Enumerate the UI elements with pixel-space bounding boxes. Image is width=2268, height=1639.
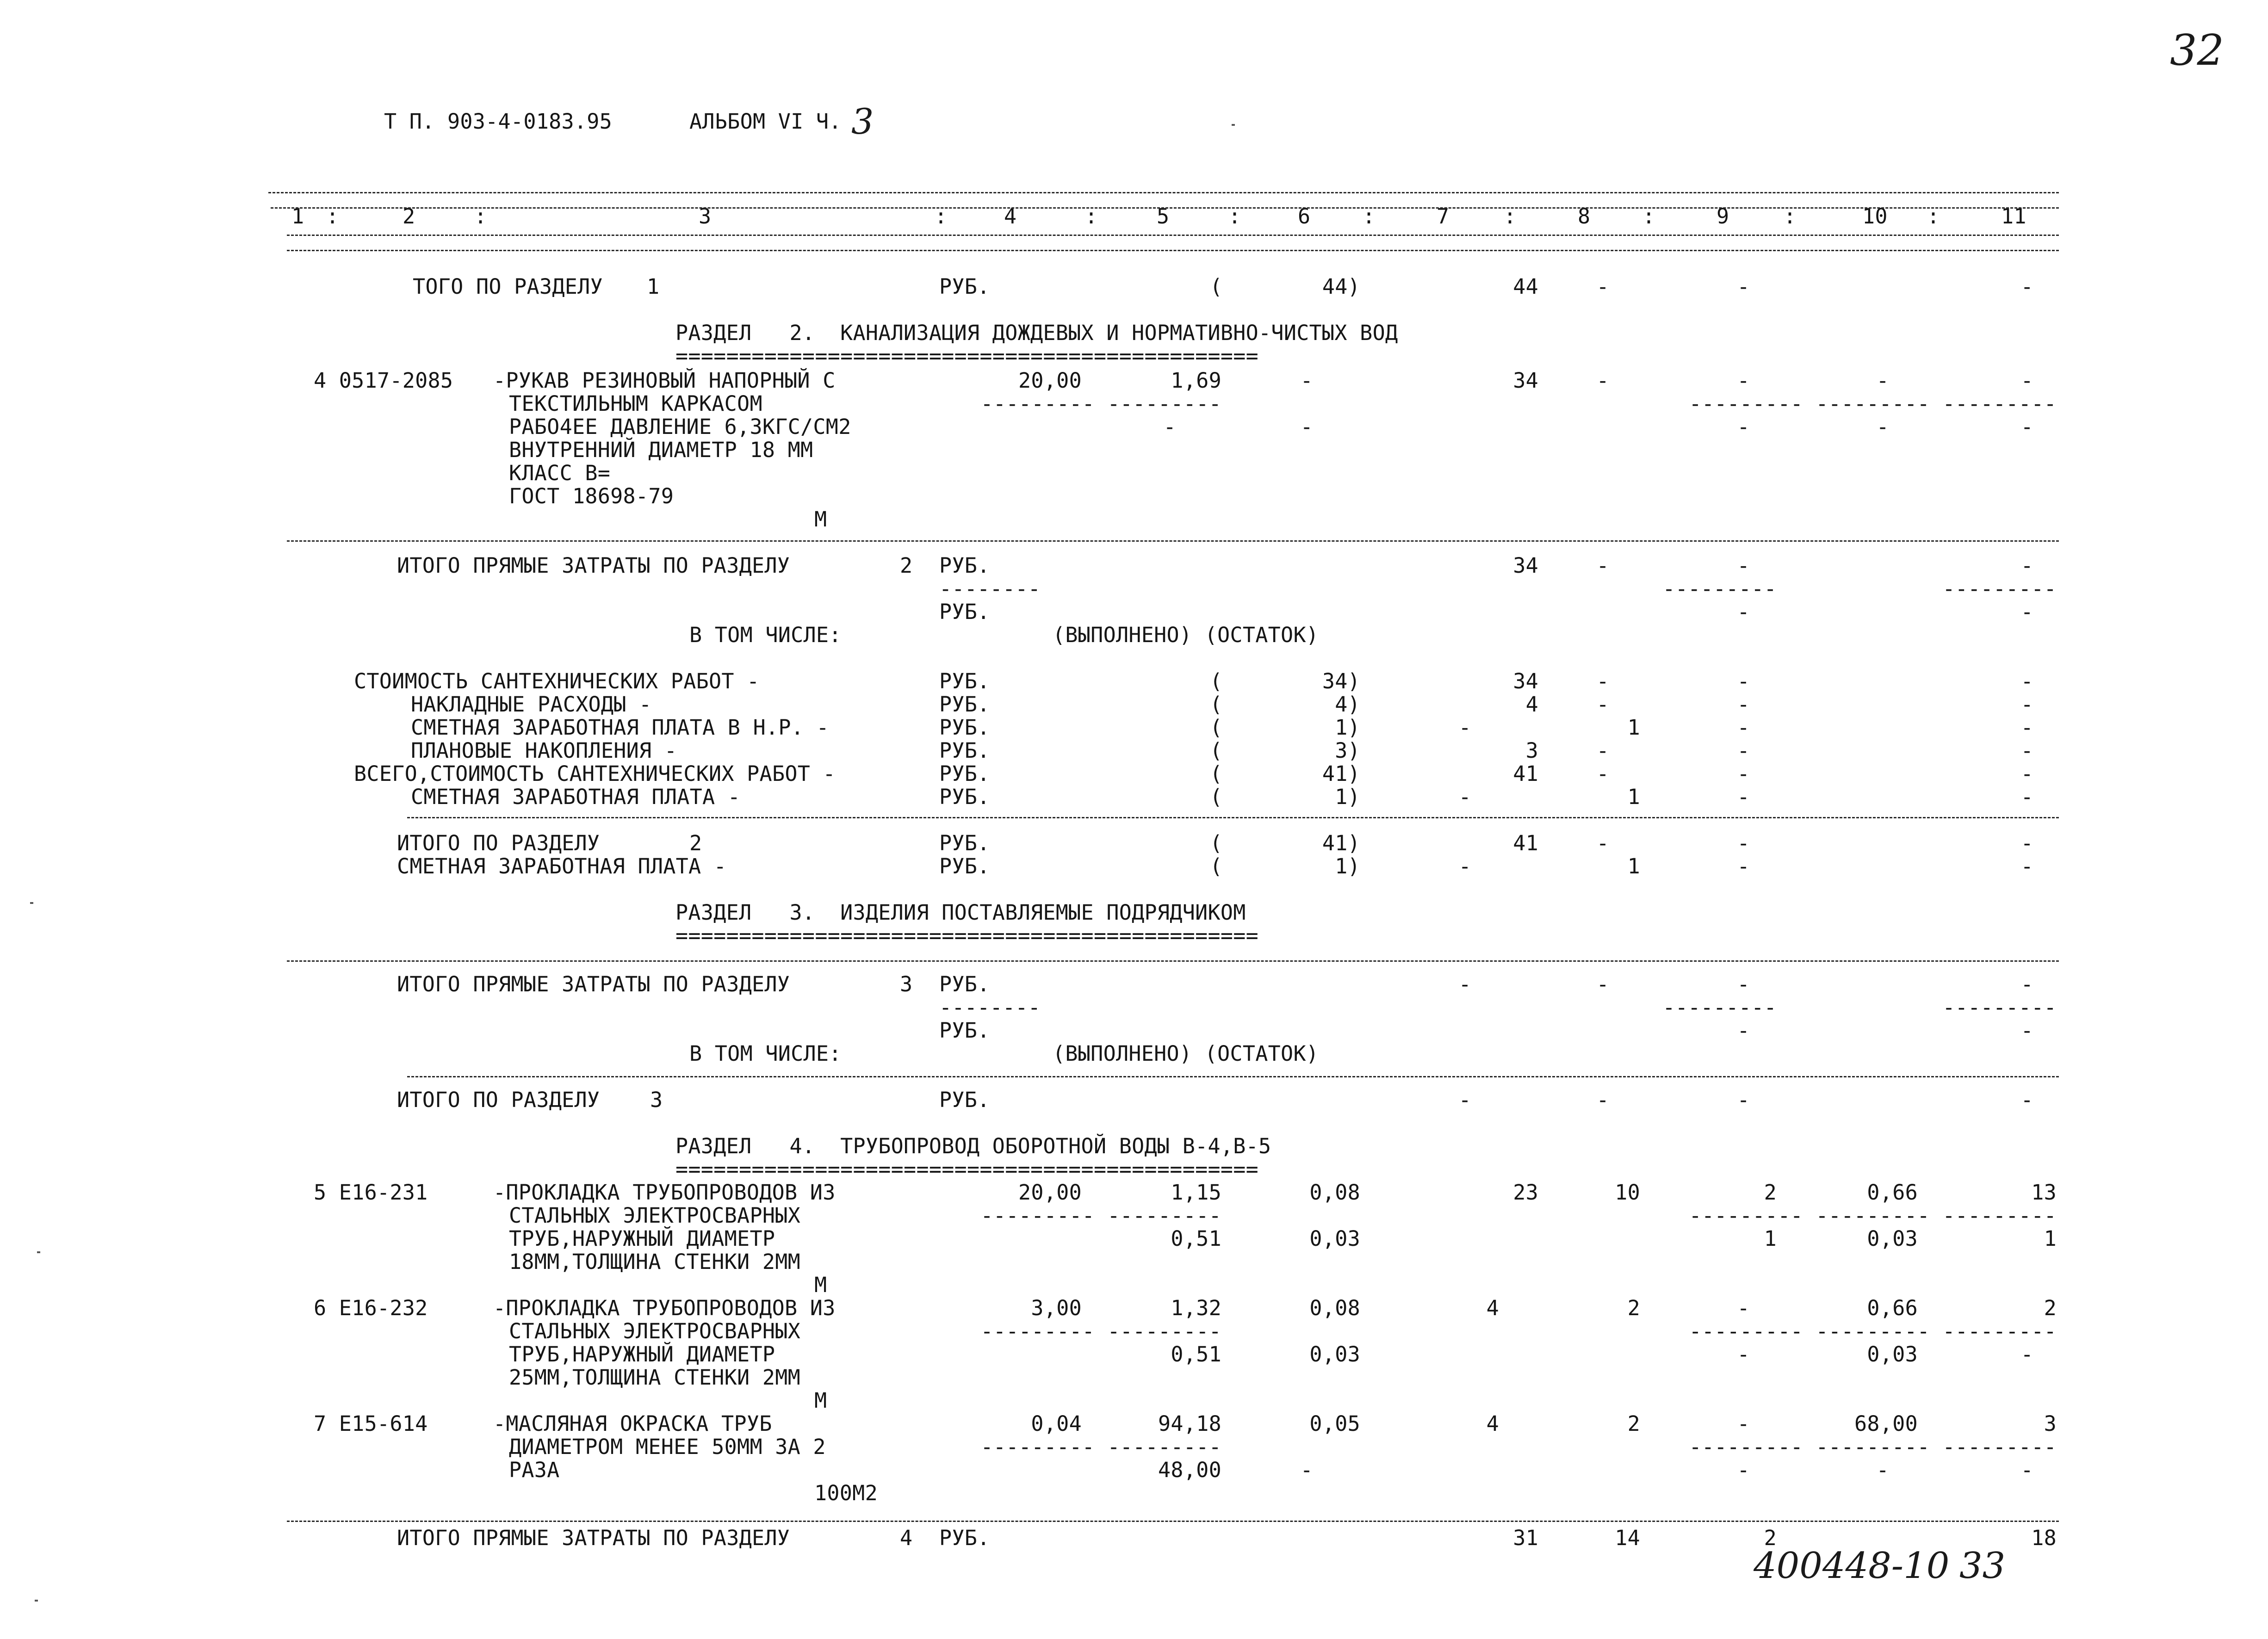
table-cell: - <box>2020 274 2033 299</box>
table-cell: 0,04 <box>1031 1411 1082 1436</box>
table-cell: -ПРОКЛАДКА ТРУБОПРОВОДОВ ИЗ <box>493 1180 836 1205</box>
table-cell: --------- <box>1942 995 2057 1020</box>
table-cell: ИТОГО ПРЯМЫЕ ЗАТРАТЫ ПО РАЗДЕЛУ <box>397 972 790 996</box>
table-cell: РАБО4ЕЕ ДАВЛЕНИЕ 6,3КГС/СМ2 <box>509 414 851 439</box>
table-cell: --------- --------- <box>980 391 1221 416</box>
table-cell: - <box>1737 1088 1750 1112</box>
table-cell: ============================================== <box>675 1157 1259 1181</box>
table-cell: - <box>1458 1088 1471 1112</box>
table-cell: - <box>1458 785 1471 809</box>
table-cell: 5 Е16-231 <box>314 1180 428 1205</box>
table-cell: 41 <box>1513 761 1538 786</box>
table-cell: --------- <box>1662 576 1777 601</box>
table-cell: В ТОМ ЧИСЛЕ: <box>689 623 842 647</box>
table-cell: 0,51 <box>1171 1226 1221 1251</box>
table-cell: 3 <box>650 1088 663 1112</box>
column-separator: : <box>1784 204 1797 229</box>
table-cell: 4 <box>1525 692 1538 717</box>
table-cell: - <box>1737 600 1750 624</box>
table-cell: ТРУБ,НАРУЖНЫЙ ДИАМЕТР <box>509 1226 775 1251</box>
table-cell: 18ММ,ТОЛЩИНА СТЕНКИ 2ММ <box>509 1249 801 1274</box>
table-cell: 25ММ,ТОЛЩИНА СТЕНКИ 2ММ <box>509 1365 801 1390</box>
table-cell: РАЗА <box>509 1458 560 1482</box>
column-number: 2 <box>403 204 415 229</box>
table-cell: - <box>1737 831 1750 855</box>
table-cell: --------- --------- --------- <box>1689 1203 2057 1228</box>
table-cell: 1,15 <box>1171 1180 1221 1205</box>
column-number: 6 <box>1298 204 1311 229</box>
column-separator: : <box>935 204 948 229</box>
column-number: 1 <box>291 204 304 229</box>
table-cell: ============================================== <box>675 344 1259 368</box>
column-separator: : <box>1642 204 1655 229</box>
table-cell: 4) <box>1335 692 1360 717</box>
table-cell: --------- --------- <box>980 1203 1221 1228</box>
table-cell: 0,03 <box>1309 1342 1360 1367</box>
table-cell: ( <box>1210 785 1223 809</box>
table-cell: - <box>2020 553 2033 578</box>
table-cell: 41 <box>1513 831 1538 855</box>
table-rule <box>287 540 2059 542</box>
table-cell: - <box>1737 1018 1750 1043</box>
table-cell: -------- <box>939 576 1041 601</box>
table-cell: ДИАМЕТРОМ МЕНЕЕ 50ММ ЗА 2 <box>509 1435 826 1459</box>
table-rule <box>407 817 2059 818</box>
column-number: 5 <box>1157 204 1170 229</box>
table-cell: 1 <box>1627 785 1640 809</box>
table-cell: В ТОМ ЧИСЛЕ: <box>689 1041 842 1066</box>
table-cell: РУБ. <box>939 1088 990 1112</box>
table-cell: СМЕТНАЯ ЗАРАБОТНАЯ ПЛАТА - <box>397 854 727 878</box>
table-cell: - <box>1596 553 1609 578</box>
table-cell: - <box>1596 761 1609 786</box>
table-cell: 1,69 <box>1171 368 1221 393</box>
table-cell: - <box>1737 1458 1750 1482</box>
table-cell: 10 <box>1615 1180 1640 1205</box>
table-rule <box>287 235 2059 236</box>
table-cell: 2 <box>900 553 913 578</box>
table-cell: 7 Е15-614 <box>314 1411 428 1436</box>
table-cell: - <box>1737 785 1750 809</box>
table-cell: 3 <box>1525 738 1538 763</box>
table-cell: 20,00 <box>1018 1180 1082 1205</box>
table-cell: - <box>2020 738 2033 763</box>
table-cell: 2 <box>1627 1296 1640 1320</box>
table-cell: 44) <box>1322 274 1360 299</box>
table-cell: - <box>1737 738 1750 763</box>
table-cell: 1,32 <box>1171 1296 1221 1320</box>
table-cell: РАЗДЕЛ 4. ТРУБОПРОВОД ОБОРОТНОЙ ВОДЫ В-4,В-5 <box>675 1134 1271 1158</box>
table-cell: - <box>1737 1296 1750 1320</box>
column-separator: : <box>1363 204 1376 229</box>
table-cell: - <box>1596 274 1609 299</box>
table-cell: --------- --------- --------- <box>1689 1435 2057 1459</box>
table-cell: - <box>1737 972 1750 996</box>
table-cell: 3 <box>900 972 913 996</box>
table-rule <box>287 1521 2059 1522</box>
table-cell: 2 <box>1627 1411 1640 1436</box>
table-cell: 18 <box>2031 1526 2057 1550</box>
table-cell: РУБ. <box>939 785 990 809</box>
table-cell: - <box>2020 1458 2033 1482</box>
table-cell: РУБ. <box>939 274 990 299</box>
table-cell: (ВЫПОЛНЕНО) (ОСТАТОК) <box>1053 1041 1319 1066</box>
table-cell: РУБ. <box>939 600 990 624</box>
table-cell: --------- <box>1942 576 2057 601</box>
column-separator: : <box>1927 204 1940 229</box>
table-cell: 0,66 <box>1867 1296 1918 1320</box>
table-cell: ИТОГО ПРЯМЫЕ ЗАТРАТЫ ПО РАЗДЕЛУ <box>397 553 790 578</box>
table-cell: 6 Е16-232 <box>314 1296 428 1320</box>
table-cell: 0,51 <box>1171 1342 1221 1367</box>
table-cell: 34) <box>1322 669 1360 693</box>
table-cell: 23 <box>1513 1180 1538 1205</box>
table-cell: 41) <box>1322 761 1360 786</box>
table-cell: ПЛАНОВЫЕ НАКОПЛЕНИЯ - <box>411 738 677 763</box>
table-cell: ( <box>1210 738 1223 763</box>
table-cell: 68,00 <box>1854 1411 1918 1436</box>
column-separator: : <box>1228 204 1241 229</box>
table-cell: М <box>814 1273 827 1297</box>
table-cell: 0,66 <box>1867 1180 1918 1205</box>
table-cell: ИТОГО ПРЯМЫЕ ЗАТРАТЫ ПО РАЗДЕЛУ <box>397 1526 790 1550</box>
album-part-handwritten: 3 <box>851 101 874 142</box>
table-cell: 41) <box>1322 831 1360 855</box>
table-cell: 3) <box>1335 738 1360 763</box>
table-cell: ВНУТРЕННИЙ ДИАМЕТР 18 ММ <box>509 438 813 462</box>
table-cell: - <box>2020 1088 2033 1112</box>
table-cell: СМЕТНАЯ ЗАРАБОТНАЯ ПЛАТА - <box>411 785 741 809</box>
table-cell: ============================================== <box>675 923 1259 948</box>
table-cell: ( <box>1210 854 1223 878</box>
table-cell: РУБ. <box>939 692 990 717</box>
document-code: Т П. 903-4-0183.95 <box>384 109 613 134</box>
scan-mark <box>1232 124 1235 126</box>
table-cell: 94,18 <box>1158 1411 1221 1436</box>
table-cell: - <box>1737 368 1750 393</box>
album-label: АЛЬБОМ VI Ч. <box>689 109 842 134</box>
table-cell: 0,03 <box>1867 1342 1918 1367</box>
table-cell: - <box>1737 414 1750 439</box>
table-cell: 4 0517-2085 <box>314 368 453 393</box>
table-cell: - <box>1737 761 1750 786</box>
table-cell: - <box>1300 1458 1313 1482</box>
table-cell: 2 <box>1764 1526 1777 1550</box>
table-cell: 14 <box>1615 1526 1640 1550</box>
table-cell: - <box>1737 692 1750 717</box>
column-separator: : <box>1504 204 1517 229</box>
table-cell: ВСЕГО,СТОИМОСТЬ САНТЕХНИЧЕСКИХ РАБОТ - <box>354 761 836 786</box>
table-cell: - <box>1596 669 1609 693</box>
table-rule <box>287 250 2059 251</box>
table-cell: 20,00 <box>1018 368 1082 393</box>
table-cell: 34 <box>1513 553 1538 578</box>
table-cell: ( <box>1210 669 1223 693</box>
table-cell: М <box>814 1388 827 1413</box>
table-cell: РУБ. <box>939 831 990 855</box>
table-cell: - <box>2020 1018 2033 1043</box>
table-cell: СМЕТНАЯ ЗАРАБОТНАЯ ПЛАТА В Н.Р. - <box>411 715 829 740</box>
table-cell: 4 <box>1486 1296 1499 1320</box>
table-cell: РАЗДЕЛ 2. КАНАЛИЗАЦИЯ ДОЖДЕВЫХ И НОРМАТИВНО-ЧИСТЫХ ВОД <box>675 321 1398 345</box>
column-number: 10 <box>1862 204 1888 229</box>
table-cell: М <box>814 507 827 532</box>
column-number: 11 <box>2001 204 2026 229</box>
table-cell: - <box>1458 854 1471 878</box>
column-number: 9 <box>1716 204 1729 229</box>
table-cell: РУБ. <box>939 553 990 578</box>
table-cell: 2 <box>2044 1296 2057 1320</box>
table-cell: 0,08 <box>1309 1180 1360 1205</box>
table-cell: 0,05 <box>1309 1411 1360 1436</box>
table-cell: - <box>2020 692 2033 717</box>
table-cell: - <box>1737 1342 1750 1367</box>
table-cell: 0,03 <box>1309 1226 1360 1251</box>
table-cell: - <box>2020 972 2033 996</box>
table-cell: ИТОГО ПО РАЗДЕЛУ <box>397 1088 600 1112</box>
page-number: 32 <box>2170 25 2225 75</box>
table-cell: 3,00 <box>1031 1296 1082 1320</box>
table-cell: - <box>2020 1342 2033 1367</box>
table-cell: ( <box>1210 715 1223 740</box>
table-cell: РУБ. <box>939 715 990 740</box>
table-cell: ( <box>1210 692 1223 717</box>
table-cell: --------- --------- --------- <box>1689 391 2057 416</box>
table-cell: - <box>1876 1458 1889 1482</box>
table-cell: - <box>1300 368 1313 393</box>
table-cell: СТАЛЬНЫХ ЭЛЕКТРОСВАРНЫХ <box>509 1203 801 1228</box>
table-cell: - <box>1163 414 1176 439</box>
table-cell: 31 <box>1513 1526 1538 1550</box>
handwritten-sheet-number: 33 <box>1959 1545 2006 1587</box>
table-cell: - <box>1596 368 1609 393</box>
table-cell: ТЕКСТИЛЬНЫМ КАРКАСОМ <box>509 391 762 416</box>
table-cell: - <box>1737 715 1750 740</box>
table-cell: - <box>1458 972 1471 996</box>
table-cell: - <box>1596 1088 1609 1112</box>
table-cell: 44 <box>1513 274 1538 299</box>
table-cell: - <box>1458 715 1471 740</box>
table-cell: 1 <box>1627 715 1640 740</box>
table-rule <box>271 207 2059 209</box>
column-number: 7 <box>1437 204 1450 229</box>
table-cell: НАКЛАДНЫЕ РАСХОДЫ - <box>411 692 652 717</box>
table-cell: --------- --------- --------- <box>1689 1319 2057 1343</box>
table-cell: - <box>1737 274 1750 299</box>
table-cell: -МАСЛЯНАЯ ОКРАСКА ТРУБ <box>493 1411 772 1436</box>
table-cell: (ВЫПОЛНЕНО) (ОСТАТОК) <box>1053 623 1319 647</box>
table-cell: - <box>1876 414 1889 439</box>
table-cell: 4 <box>1486 1411 1499 1436</box>
table-cell: 3 <box>2044 1411 2057 1436</box>
column-separator: : <box>1085 204 1098 229</box>
table-cell: РАЗДЕЛ 3. ИЗДЕЛИЯ ПОСТАВЛЯЕМЫЕ ПОДРЯДЧИКОМ <box>675 900 1246 925</box>
table-cell: 48,00 <box>1158 1458 1221 1482</box>
table-cell: - <box>2020 600 2033 624</box>
table-cell: - <box>2020 854 2033 878</box>
table-cell: -РУКАВ РЕЗИНОВЫЙ НАПОРНЫЙ С <box>493 368 836 393</box>
scan-mark <box>30 902 33 904</box>
scan-mark <box>35 1600 38 1602</box>
table-cell: СТАЛЬНЫХ ЭЛЕКТРОСВАРНЫХ <box>509 1319 801 1343</box>
table-cell: 1 <box>2044 1226 2057 1251</box>
table-cell: ТОГО ПО РАЗДЕЛУ <box>413 274 603 299</box>
column-number: 4 <box>1004 204 1017 229</box>
table-cell: - <box>1596 831 1609 855</box>
table-rule <box>287 960 2059 962</box>
table-cell: РУБ. <box>939 1018 990 1043</box>
table-cell: -------- <box>939 995 1041 1020</box>
table-cell: РУБ. <box>939 738 990 763</box>
table-cell: --------- <box>1662 995 1777 1020</box>
table-cell: 4 <box>900 1526 913 1550</box>
table-cell: - <box>1596 692 1609 717</box>
table-cell: --------- --------- <box>980 1435 1221 1459</box>
column-separator: : <box>474 204 487 229</box>
table-cell: ГОСТ 18698-79 <box>509 484 674 508</box>
table-cell: - <box>2020 831 2033 855</box>
table-cell: - <box>1876 368 1889 393</box>
table-cell: СТОИМОСТЬ САНТЕХНИЧЕСКИХ РАБОТ - <box>354 669 760 693</box>
table-cell: РУБ. <box>939 761 990 786</box>
table-cell: КЛАСС В= <box>509 461 611 485</box>
table-cell: - <box>1737 553 1750 578</box>
table-cell: ( <box>1210 761 1223 786</box>
table-cell: - <box>1596 738 1609 763</box>
table-cell: - <box>2020 715 2033 740</box>
table-cell: 1) <box>1335 715 1360 740</box>
table-cell: ТРУБ,НАРУЖНЫЙ ДИАМЕТР <box>509 1342 775 1367</box>
table-cell: - <box>1300 414 1313 439</box>
table-cell: 100М2 <box>814 1481 878 1505</box>
table-cell: 1 <box>1764 1226 1777 1251</box>
table-cell: - <box>2020 368 2033 393</box>
table-cell: РУБ. <box>939 669 990 693</box>
column-number: 3 <box>699 204 712 229</box>
table-cell: 13 <box>2031 1180 2057 1205</box>
table-cell: 0,08 <box>1309 1296 1360 1320</box>
table-cell: 1 <box>1627 854 1640 878</box>
table-rule <box>407 1076 2059 1077</box>
table-cell: - <box>2020 414 2033 439</box>
table-cell: - <box>2020 761 2033 786</box>
table-cell: -ПРОКЛАДКА ТРУБОПРОВОДОВ ИЗ <box>493 1296 836 1320</box>
table-cell: - <box>1737 669 1750 693</box>
handwritten-signature-number: 400448-10 <box>1754 1545 1950 1587</box>
table-cell: РУБ. <box>939 1526 990 1550</box>
table-cell: ( <box>1210 831 1223 855</box>
scan-mark <box>37 1251 40 1253</box>
table-cell: 1 <box>647 274 660 299</box>
table-cell: 2 <box>689 831 702 855</box>
table-cell: РУБ. <box>939 972 990 996</box>
table-cell: 34 <box>1513 368 1538 393</box>
table-cell: РУБ. <box>939 854 990 878</box>
table-cell: ИТОГО ПО РАЗДЕЛУ <box>397 831 600 855</box>
column-separator: : <box>326 204 339 229</box>
table-cell: - <box>1596 972 1609 996</box>
table-cell: - <box>1737 854 1750 878</box>
table-cell: 1) <box>1335 785 1360 809</box>
table-cell: - <box>1737 1411 1750 1436</box>
table-cell: 0,03 <box>1867 1226 1918 1251</box>
table-cell: 34 <box>1513 669 1538 693</box>
column-number: 8 <box>1578 204 1591 229</box>
table-cell: - <box>2020 669 2033 693</box>
table-rule <box>268 192 2059 193</box>
table-cell: 1) <box>1335 854 1360 878</box>
table-cell: - <box>2020 785 2033 809</box>
table-cell: ( <box>1210 274 1223 299</box>
table-cell: --------- --------- <box>980 1319 1221 1343</box>
table-cell: 2 <box>1764 1180 1777 1205</box>
